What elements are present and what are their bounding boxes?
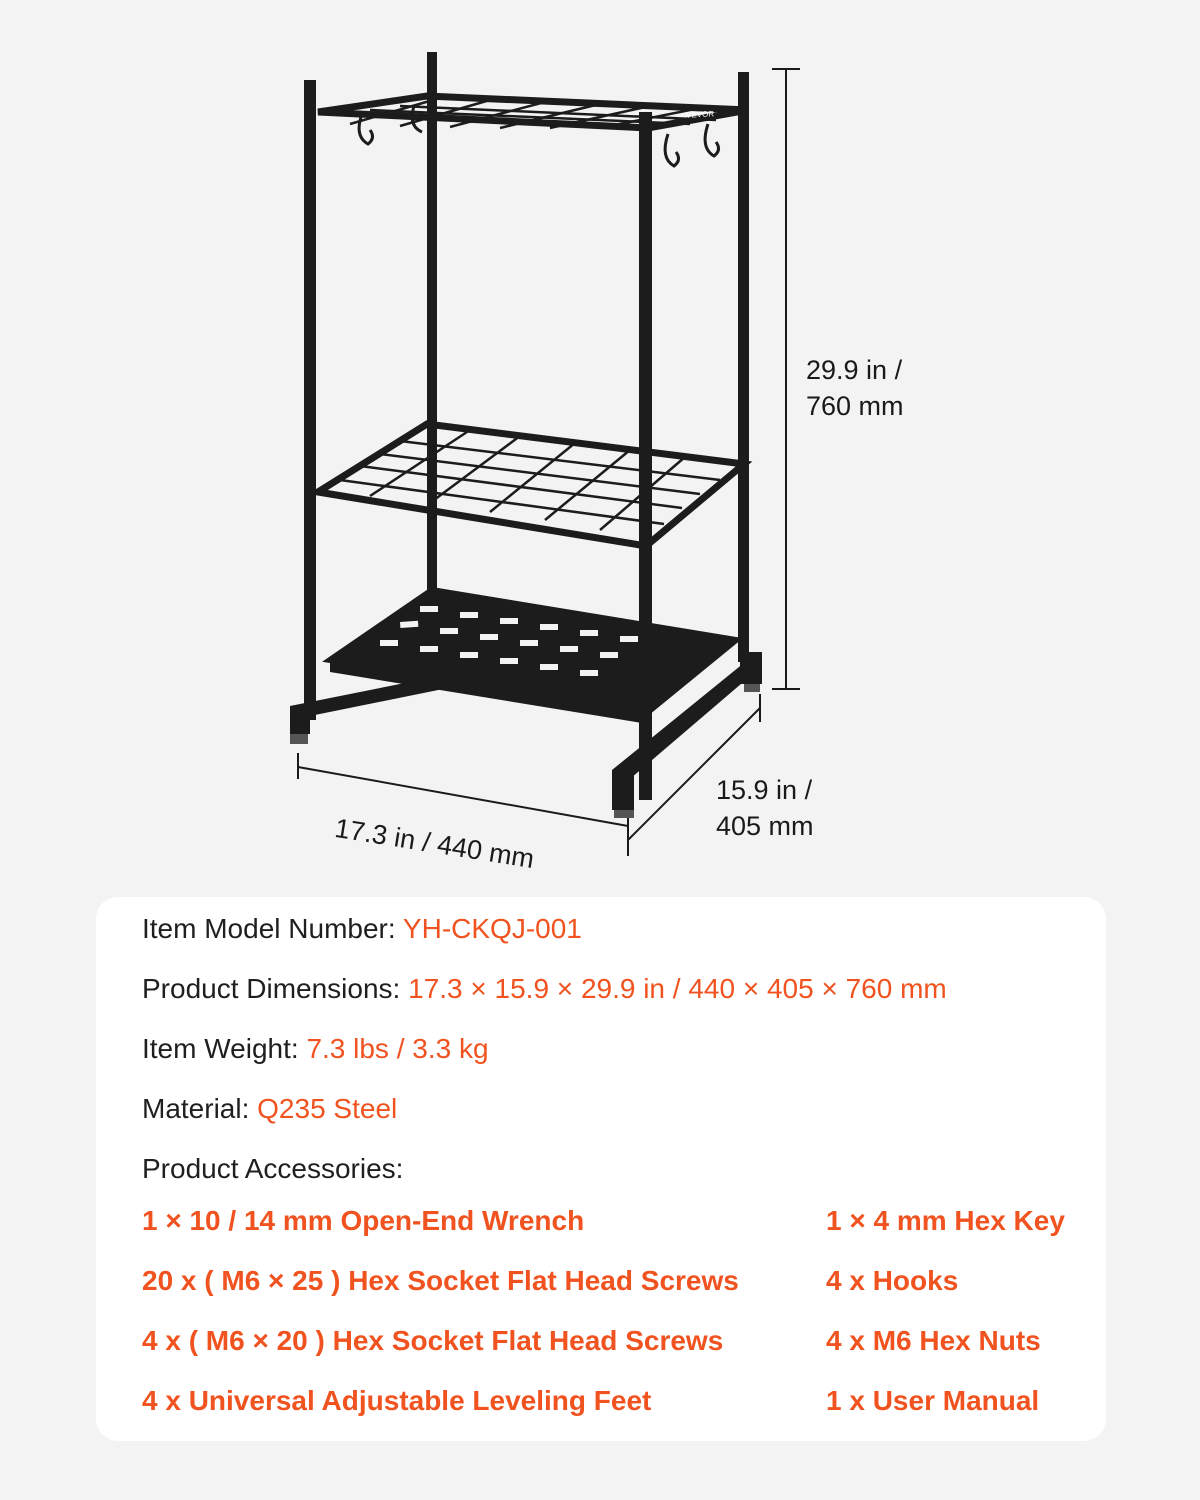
spec-material [142,1091,397,1127]
depth-dimension-line1: 15.9 in / [716,775,813,805]
accessory-item: 4 x Universal Adjustable Leveling Feet [142,1385,652,1416]
spec-model [142,911,582,947]
spec-card [96,897,1106,1441]
accessory-item: 1 x User Manual [826,1385,1040,1416]
height-dimension [806,352,966,424]
rack [290,52,762,818]
spec-model-value: YH-CKQJ-001 [402,913,582,944]
spec-material-value: Q235 Steel [257,1093,398,1124]
height-dimension-line1: 29.9 in / [806,355,903,385]
accessory-item: 20 x ( M6 × 25 ) Hex Socket Flat Head Screws [142,1265,739,1296]
spec-weight [142,1031,489,1067]
spec-model-label: Item Model Number: [142,913,396,944]
brand-label: VEVOR [685,109,715,120]
depth-dimension [716,772,876,844]
accessory-item: 4 x M6 Hex Nuts [826,1325,1041,1356]
depth-dimension-line2: 405 mm [716,811,814,841]
spec-dimensions-value: 17.3 × 15.9 × 29.9 in / 440 × 405 × 760 mm [408,973,947,1004]
spec-dimensions-label: Product Dimensions: [142,973,401,1004]
accessory-item: 1 × 4 mm Hex Key [826,1205,1065,1236]
height-dimension-line2: 760 mm [806,391,904,421]
width-dimension: 17.3 in / 440 mm [332,812,537,875]
spec-accessories-label: Product Accessories: [142,1153,404,1184]
accessory-item: 1 × 10 / 14 mm Open-End Wrench [142,1205,585,1236]
spec-weight-label: Item Weight: [142,1033,299,1064]
spec-weight-value: 7.3 lbs / 3.3 kg [306,1033,489,1064]
accessory-item: 4 x Hooks [826,1265,959,1296]
spec-dimensions [142,971,947,1007]
accessory-item: 4 x ( M6 × 20 ) Hex Socket Flat Head Screws [142,1325,724,1356]
spec-material-label: Material: [142,1093,250,1124]
